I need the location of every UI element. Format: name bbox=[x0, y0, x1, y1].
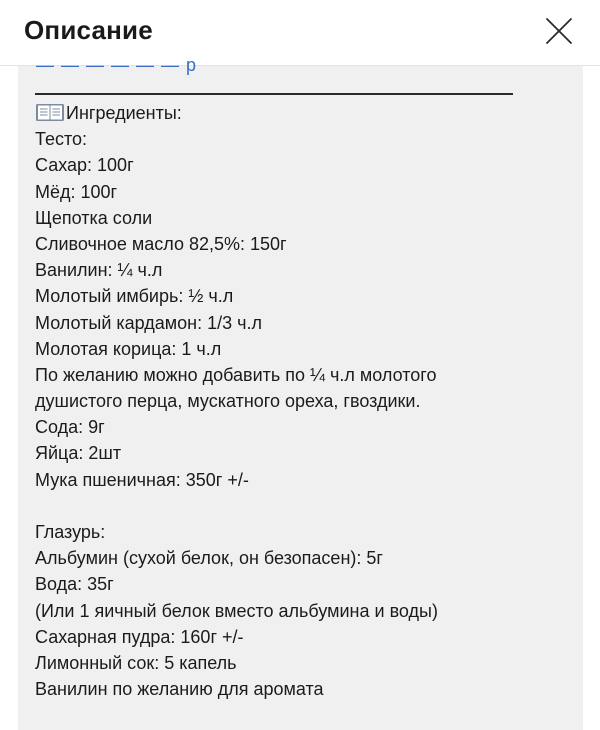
truncated-link[interactable]: — — — — — — р bbox=[36, 55, 198, 75]
ingredients-heading bbox=[35, 100, 580, 126]
description-panel bbox=[18, 55, 583, 730]
text-line: Щепотка соли bbox=[35, 207, 153, 228]
text-line: Ингредиенты: bbox=[66, 103, 182, 123]
text-line: (Или 1 яичный белок вместо альбумина и воды) bbox=[35, 600, 438, 621]
text-line: Сода: 9г bbox=[35, 417, 105, 438]
text-line: Сливочное масло 82,5%: 150г bbox=[35, 233, 287, 254]
text-line: душистого перца, мускатного ореха, гвоздики. bbox=[35, 391, 421, 412]
text-line: Молотая корица: 1 ч.л bbox=[35, 338, 222, 359]
close-icon bbox=[543, 15, 575, 47]
text-line: Яйца: 2шт bbox=[35, 443, 122, 464]
blank-line bbox=[35, 493, 580, 519]
text-line: Альбумин (сухой белок, он безопасен): 5г bbox=[35, 548, 383, 569]
text-line: Вода: 35г bbox=[35, 574, 114, 595]
close-button[interactable] bbox=[543, 15, 575, 47]
text-line: Молотый кардамон: 1/3 ч.л bbox=[35, 312, 262, 333]
divider-line bbox=[35, 93, 513, 95]
text-line: Сахарная пудра: 160г +/- bbox=[35, 626, 244, 647]
text-line: Лимонный сок: 5 капель bbox=[35, 652, 237, 673]
text-line: Ванилин: ¼ ч.л bbox=[35, 260, 163, 281]
text-line: Молотый имбирь: ½ ч.л bbox=[35, 286, 234, 307]
ingredients-text bbox=[35, 100, 580, 702]
text-line: Ванилин по желанию для аромата bbox=[35, 679, 324, 700]
text-line: Глазурь: bbox=[35, 522, 106, 542]
text-line: Мука пшеничная: 350г +/- bbox=[35, 469, 249, 490]
text-line: Сахар: 100г bbox=[35, 155, 134, 176]
modal-title: Описание bbox=[24, 15, 153, 45]
text-line: По желанию можно добавить по ¼ ч.л молотого bbox=[35, 364, 437, 385]
text-line: Мёд: 100г bbox=[35, 181, 118, 202]
text-line: Тесто: bbox=[35, 129, 88, 150]
